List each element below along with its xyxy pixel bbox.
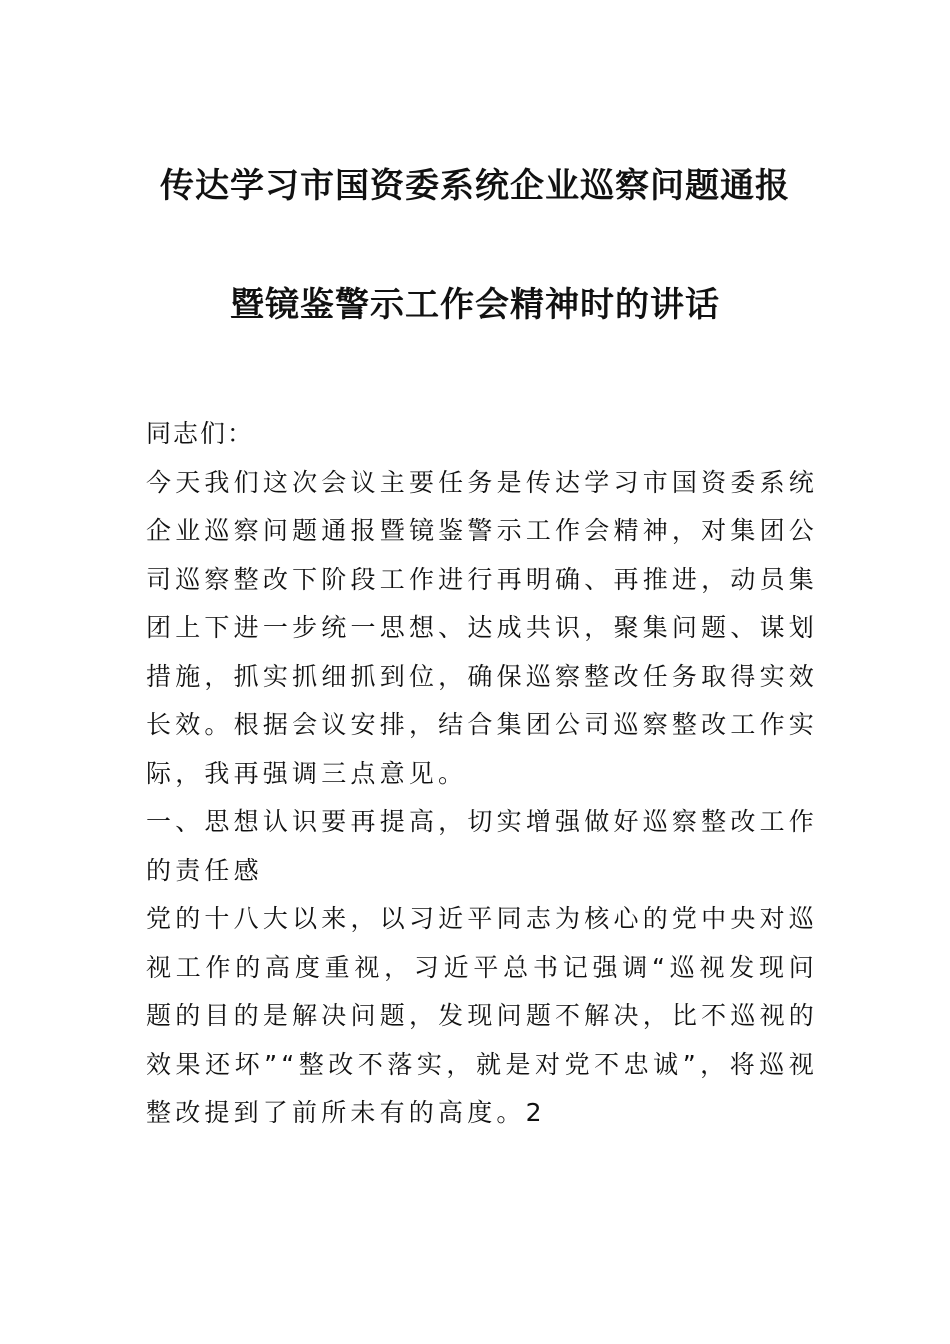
title-line-2: 暨镜鉴警示工作会精神时的讲话	[230, 285, 720, 325]
paragraph-intro: 今天我们这次会议主要任务是传达学习市国资委系统企业巡察问题通报暨镜鉴警示工作会精神，对集团公司巡察整改下阶段工作进行再明确、再推进，动员集团上下进一步统一思想、达成共识，聚集问题、谋划措施，抓实抓细抓到位，确保巡察整改任务取得实效长效。根据会议安排，结合集团公司巡察整改工作实际，我再强调三点意见。	[146, 467, 818, 788]
paragraph-section-1: 党的十八大以来，以习近平同志为核心的党中央对巡视工作的高度重视，习近平总书记强调“巡视发现问题的目的是解决问题，发现问题不解决，比不巡视的效果还坏”“整改不落实，就是对党不忠诚”，将巡视整改提到了前所未有的高度。2	[146, 904, 818, 1127]
title-line-1: 传达学习市国资委系统企业巡察问题通报	[160, 166, 790, 206]
section-heading-1: 一、思想认识要再提高，切实增强做好巡察整改工作的责任感	[146, 807, 818, 885]
speech-body	[146, 410, 818, 1138]
salutation: 同志们：	[146, 419, 255, 448]
